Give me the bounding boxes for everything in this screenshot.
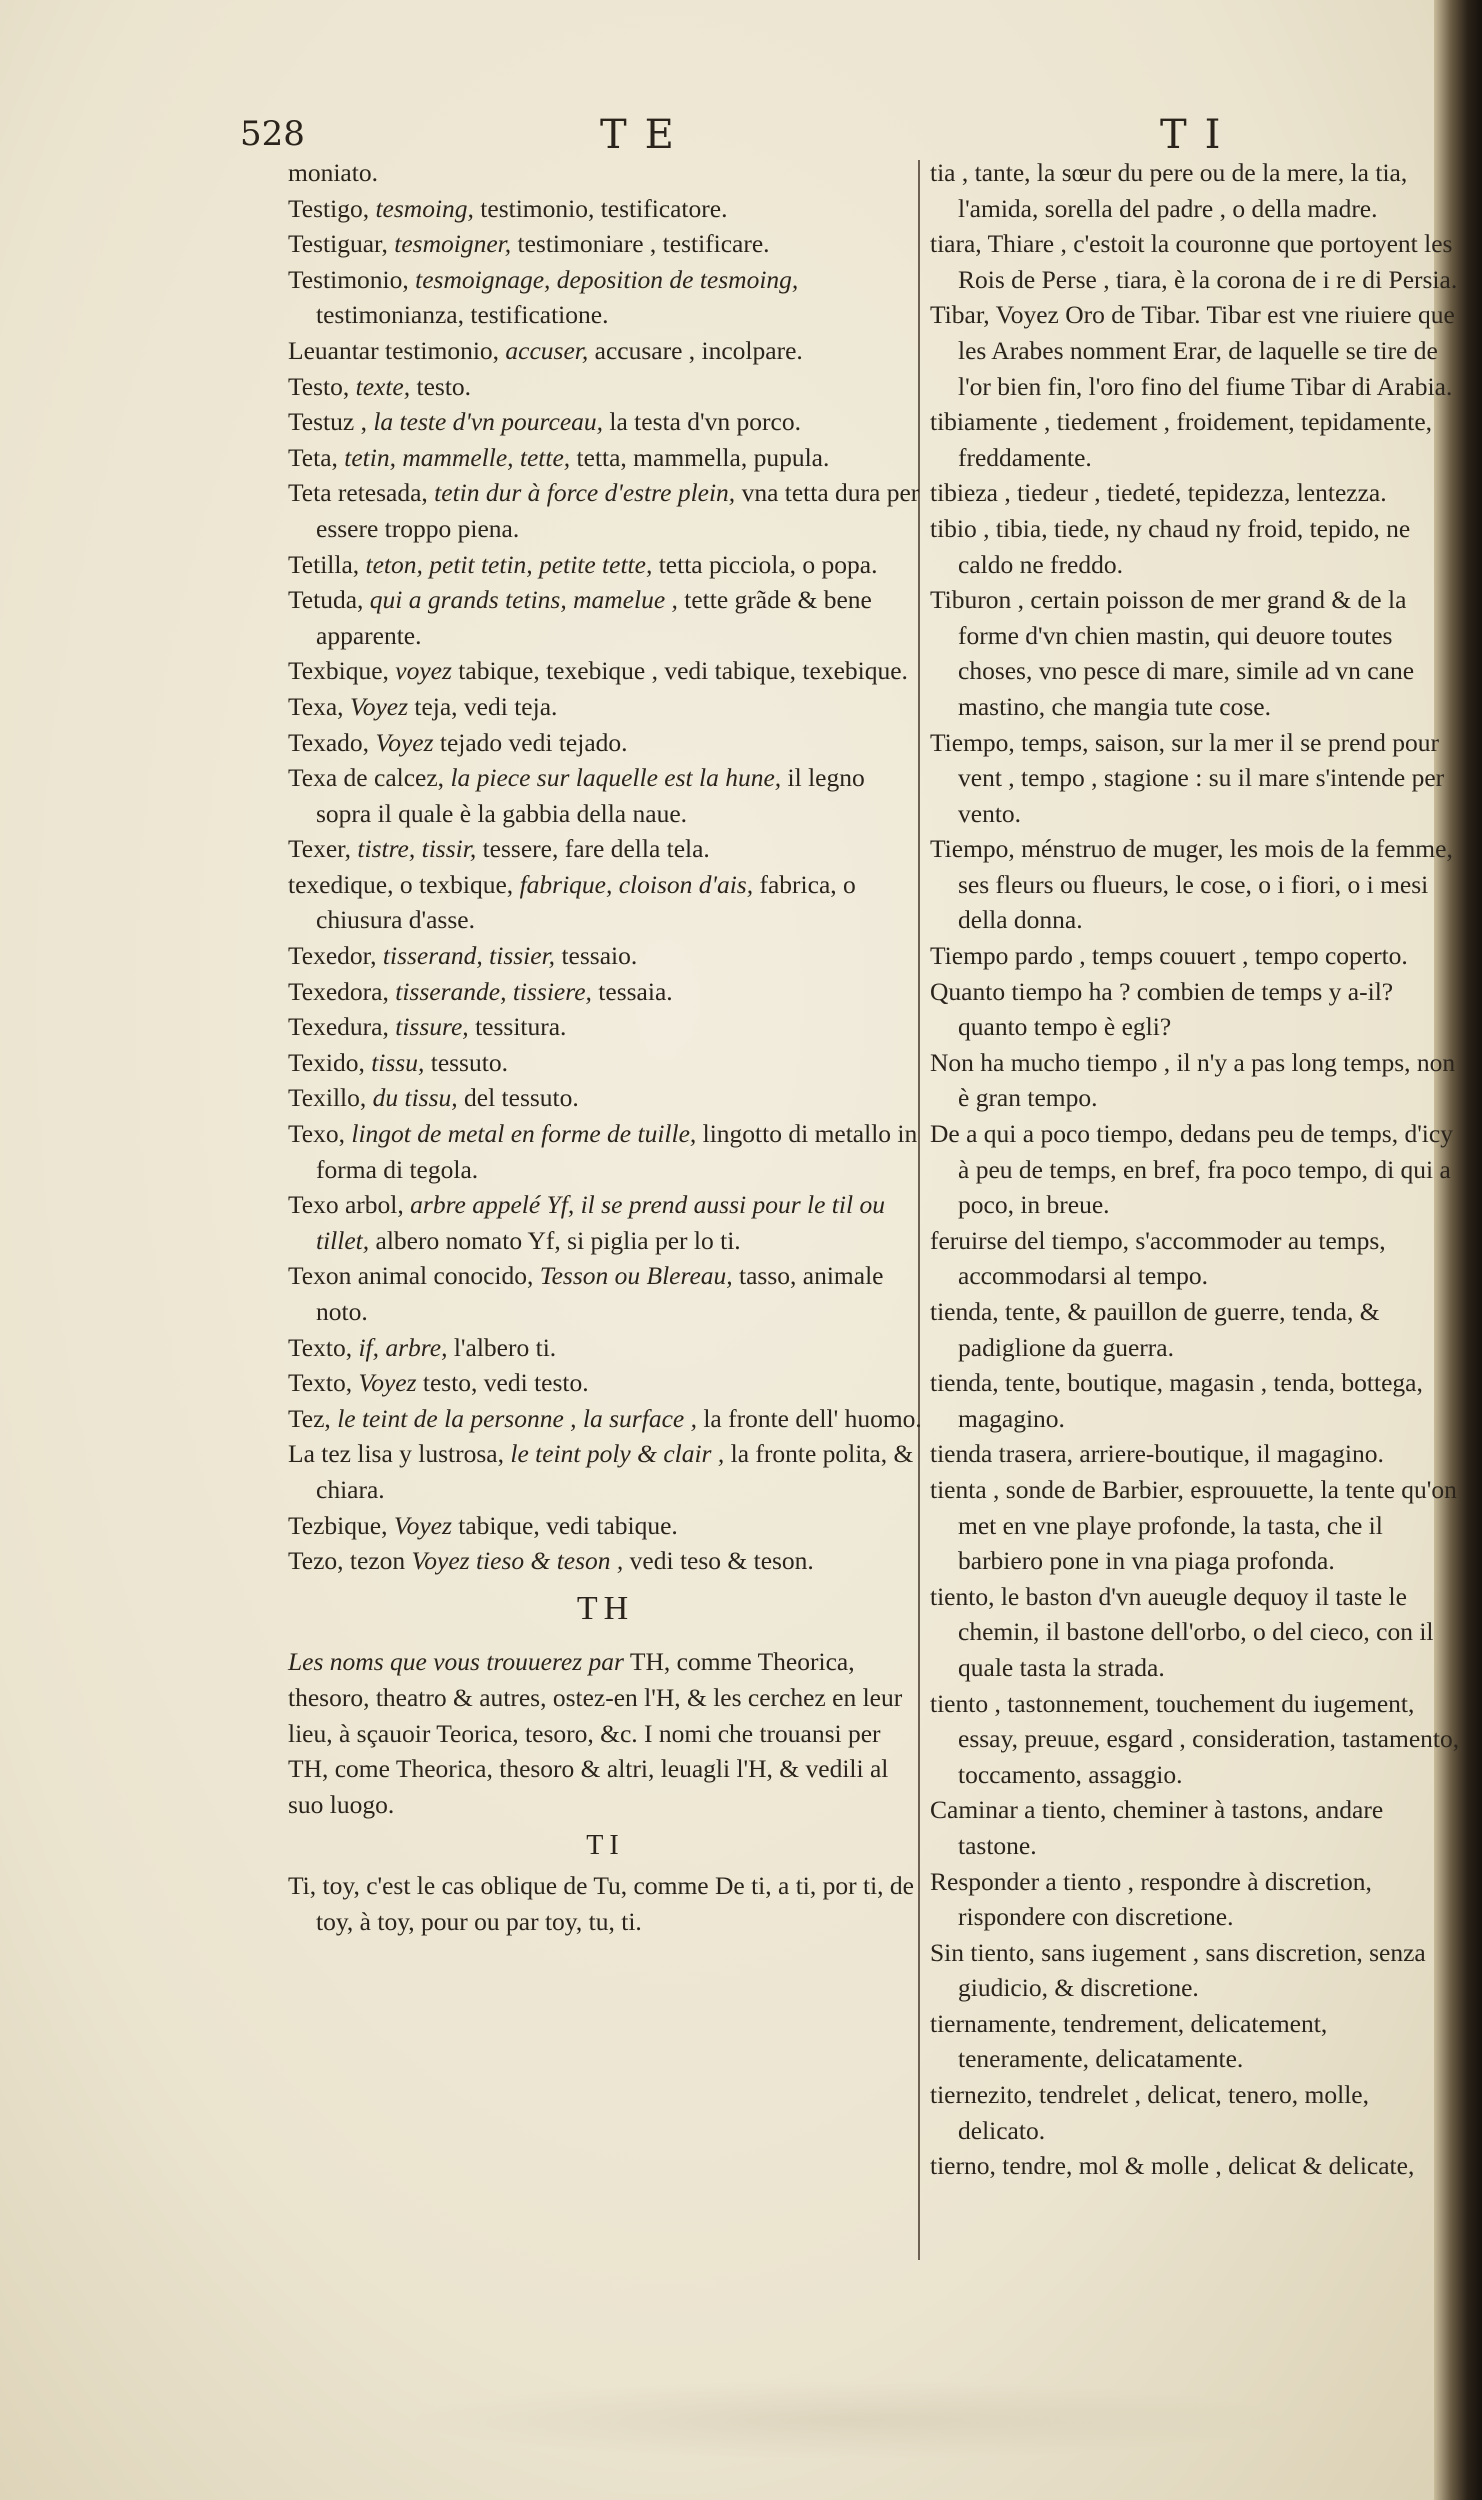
french-gloss: lingot de metal en forme de tuille, xyxy=(351,1119,697,1149)
dictionary-entry xyxy=(288,1187,923,1258)
dictionary-entry xyxy=(288,938,923,974)
headword: Texon animal conocido, xyxy=(288,1261,534,1291)
left-running-head: TE xyxy=(600,112,692,158)
italian-gloss: tessaio. xyxy=(561,941,638,971)
italian-gloss: vna tetta dura per essere troppo piena. xyxy=(316,478,920,543)
headword: Leuantar testimonio, xyxy=(288,335,500,365)
dictionary-entry: tienda trasera, arriere-boutique, il magagino. xyxy=(930,1439,1384,1469)
dictionary-entry: tierno, tendre, mol & molle , delicat & delicate, xyxy=(930,2151,1415,2181)
dictionary-entry xyxy=(288,1330,923,1366)
dictionary-entry xyxy=(288,689,923,725)
french-gloss: tetin, mammelle, tette, xyxy=(344,442,571,472)
french-gloss: if, arbre, xyxy=(358,1332,448,1362)
italian-gloss: tasso, animale noto. xyxy=(316,1261,884,1326)
dictionary-entry: tia , tante, la sœur du pere ou de la mere, la tia, l'amida, sorella del padre , o della madre. xyxy=(930,158,1408,223)
french-gloss: le teint de la personne , la surface , xyxy=(337,1403,697,1433)
dictionary-entry xyxy=(288,582,923,653)
french-gloss: tissure, xyxy=(395,1012,469,1042)
french-gloss: tesmoing, xyxy=(375,193,474,223)
headword: Testigo, xyxy=(288,193,370,223)
italian-gloss: testo. xyxy=(416,371,472,401)
dictionary-entry xyxy=(288,333,923,369)
french-gloss: voyez xyxy=(395,656,452,686)
italian-gloss: vedi teso & teson. xyxy=(629,1546,814,1576)
dictionary-entry xyxy=(288,725,923,761)
italian-gloss: tabique, vedi tabique. xyxy=(458,1510,678,1540)
headword: Texedor, xyxy=(288,941,377,971)
french-gloss: tisserand, tissier, xyxy=(382,941,556,971)
headword: Texido, xyxy=(288,1047,365,1077)
headword: Tez, xyxy=(288,1403,331,1433)
dictionary-entry: tienta , sonde de Barbier, esprouuette, la tente qu'on met en vne playe profonde, la tasta, che il barbiero pone in vna piaga profonda. xyxy=(930,1474,1457,1576)
dictionary-entry xyxy=(288,867,923,938)
italian-gloss: tessitura. xyxy=(475,1012,567,1042)
french-gloss: Tesson ou Blereau, xyxy=(539,1261,733,1291)
dictionary-entry: tibio , tibia, tiede, ny chaud ny froid, tepido, ne caldo ne freddo. xyxy=(930,513,1411,579)
italian-gloss: testo, vedi testo. xyxy=(422,1368,589,1398)
french-gloss: fabrique, cloison d'ais, xyxy=(519,869,754,899)
headword: Testo, xyxy=(288,371,350,401)
italian-gloss: la testa d'vn porco. xyxy=(609,407,801,437)
dictionary-entry: tiernezito, tendrelet , delicat, tenero, molle, delicato. xyxy=(930,2080,1369,2145)
headword: Texedura, xyxy=(288,1012,389,1042)
dictionary-entry: tiernamente, tendrement, delicatement, teneramente, delicatamente. xyxy=(930,2008,1328,2074)
italian-gloss: fabrica, o chiusura d'asse. xyxy=(316,869,856,935)
dictionary-entry: tiento , tastonnement, touchement du iugement, essay, preuue, esgard , consideration, tastamento, toccamento, assaggio. xyxy=(930,1688,1460,1789)
headword: Texedora, xyxy=(288,976,389,1006)
headword: Texillo, xyxy=(288,1083,367,1113)
italian-gloss: tette grãde & bene apparente. xyxy=(316,585,872,650)
dictionary-entry xyxy=(288,440,923,476)
ti-entry: Ti, toy, c'est le cas oblique de Tu, comme De ti, a ti, por ti, de toy, à toy, pour ou par toy, tu, ti. xyxy=(288,1870,914,1936)
dictionary-entry: feruirse del tiempo, s'accommoder au temps, accommodarsi al tempo. xyxy=(930,1225,1386,1291)
french-gloss: Voyez xyxy=(349,691,408,721)
page-stain xyxy=(400,2380,1300,2460)
headword: Texbique, xyxy=(288,656,389,686)
italian-gloss: accusare , incolpare. xyxy=(594,335,803,365)
dictionary-entry: tibieza , tiedeur , tiedeté, tepidezza, lentezza. xyxy=(930,478,1387,508)
dictionary-entry xyxy=(288,226,923,262)
headword: Tetilla, xyxy=(288,549,360,579)
headword: Tetuda, xyxy=(288,585,364,615)
dictionary-entry xyxy=(288,1365,923,1401)
headword: Testimonio, xyxy=(288,264,409,294)
dictionary-entry xyxy=(288,547,923,583)
headword: La tez lisa y lustrosa, xyxy=(288,1439,504,1469)
italian-gloss: il legno sopra il quale è la gabbia della naue. xyxy=(316,763,865,828)
right-column xyxy=(930,155,1460,2305)
headword: Testiguar, xyxy=(288,229,388,259)
headword: Teta, xyxy=(288,442,338,472)
italian-gloss: moniato. xyxy=(288,158,378,187)
dictionary-entry xyxy=(288,760,923,831)
dictionary-entry xyxy=(288,1045,923,1081)
dictionary-entry xyxy=(288,369,923,405)
dictionary-entry: Quanto tiempo ha ? combien de temps y a-il? quanto tempo è egli? xyxy=(930,976,1394,1042)
dictionary-entry xyxy=(288,155,923,191)
dictionary-entry xyxy=(288,974,923,1010)
french-gloss: tetin dur à force d'estre plein, xyxy=(434,478,736,508)
french-gloss: Voyez tieso & teson , xyxy=(411,1546,624,1576)
dictionary-entry: Tiburon , certain poisson de mer grand & de la forme d'vn chien mastin, qui deuore toutes choses, vno pesce di mare, simile ad vn cane mastino, che mangia tute cose. xyxy=(930,585,1415,721)
italian-gloss: tetta picciola, o popa. xyxy=(658,549,878,579)
dictionary-entry xyxy=(288,1401,923,1437)
italian-gloss: testimoniare , testificare. xyxy=(517,229,770,259)
italian-gloss: tabique, texebique , vedi tabique, texebique. xyxy=(458,656,908,686)
french-gloss: Voyez xyxy=(393,1510,452,1540)
right-running-head: TI xyxy=(1160,112,1239,158)
dictionary-entry xyxy=(288,1009,923,1045)
italian-gloss: del tessuto. xyxy=(464,1083,579,1113)
italian-gloss: tetta, mammella, pupula. xyxy=(576,442,830,472)
dictionary-entry: Sin tiento, sans iugement , sans discretion, senza giudicio, & discretione. xyxy=(930,1937,1426,2003)
dictionary-entry xyxy=(288,1116,923,1187)
headword: Texa de calcez, xyxy=(288,763,445,793)
dictionary-entry: Non ha mucho tiempo , il n'y a pas long temps, non è gran tempo. xyxy=(930,1047,1456,1113)
french-gloss: le teint poly & clair , xyxy=(510,1439,725,1469)
italian-gloss: tessaia. xyxy=(598,976,673,1006)
french-gloss: tesmoigner, xyxy=(394,229,512,259)
dictionary-entry: Responder a tiento , respondre à discretion, rispondere con discretione. xyxy=(930,1866,1372,1932)
french-gloss: Voyez xyxy=(358,1368,417,1398)
page-number: 528 xyxy=(240,114,305,154)
dictionary-entry: Tibar, Voyez Oro de Tibar. Tibar est vne riuiere que les Arabes nomment Erar, de laquelle se tire de l'or bien fin, l'oro fino del fiume Tibar di Arabia. xyxy=(930,300,1455,401)
dictionary-entry: De a qui a poco tiempo, dedans peu de temps, d'icy à peu de temps, en bref, fra poco tempo, di qui a poco, in breue. xyxy=(930,1119,1453,1220)
headword: Texer, xyxy=(288,834,352,864)
headword: Texado, xyxy=(288,727,370,757)
italian-gloss: albero nomato Yf, si piglia per lo ti. xyxy=(375,1225,741,1255)
th-note xyxy=(288,1644,923,1822)
dictionary-entry xyxy=(288,1080,923,1116)
dictionary-entry: tibiamente , tiedement , froidement, tepidamente, freddamente. xyxy=(930,407,1433,472)
french-gloss: la piece sur laquelle est la hune, xyxy=(450,763,782,793)
dictionary-entry: Tiempo pardo , temps couuert , tempo coperto. xyxy=(930,941,1408,971)
italian-gloss: tessere, fare della tela. xyxy=(482,834,710,864)
italian-gloss: la fronte polita, & chiara. xyxy=(316,1439,914,1504)
french-gloss: tistre, tissir, xyxy=(357,834,477,864)
dictionary-entry xyxy=(288,1543,923,1579)
dictionary-entry xyxy=(288,1436,923,1507)
section-title-ti: TI xyxy=(586,1830,625,1862)
headword: Texo, xyxy=(288,1119,345,1149)
headword: Teta retesada, xyxy=(288,478,428,508)
left-column xyxy=(288,155,923,1939)
french-gloss: la teste d'vn pourceau, xyxy=(373,407,604,437)
french-gloss: tisserande, tissiere, xyxy=(395,976,592,1006)
dictionary-entry xyxy=(288,262,923,333)
french-gloss: tissu, xyxy=(371,1047,425,1077)
dictionary-entry xyxy=(288,831,923,867)
french-gloss: arbre appelé Yf, il se prend aussi pour le til ou tillet, xyxy=(316,1190,885,1255)
headword: Tezo, tezon xyxy=(288,1546,406,1576)
italian-gloss: teja, vedi teja. xyxy=(414,691,558,721)
th-note-body: TH, comme Theorica, thesoro, theatro & autres, ostez-en l'H, & les cerchez en leur lieu, à sçauoir Teorica, tesoro, &c. I nomi che trouansi per TH, come Theorica, thesoro & altri, leuagli l'H, & vedili al suo luogo. xyxy=(288,1647,903,1819)
french-gloss: teton, petit tetin, petite tette, xyxy=(365,549,653,579)
th-note-french: Les noms que vous trouuerez par xyxy=(288,1647,624,1677)
french-gloss: Voyez xyxy=(375,727,434,757)
headword: Texto, xyxy=(288,1368,353,1398)
headword: texedique, o texbique, xyxy=(288,869,514,899)
french-gloss: tesmoignage, deposition de tesmoing, xyxy=(415,264,799,294)
dictionary-entry: Tiempo, ménstruo de muger, les mois de la femme, ses fleurs ou flueurs, le cose, o i fiori, o i mesi della donna. xyxy=(930,834,1453,935)
italian-gloss: testimonio, testificatore. xyxy=(480,193,728,223)
dictionary-entry: tiento, le baston d'vn aueugle dequoy il taste le chemin, il bastone dell'orbo, o del cieco, con il quale tasta la strada. xyxy=(930,1581,1434,1682)
italian-gloss: tejado vedi tejado. xyxy=(439,727,628,757)
dictionary-entry: tienda, tente, & pauillon de guerre, tenda, & padiglione da guerra. xyxy=(930,1297,1380,1362)
dictionary-entry xyxy=(288,1508,923,1544)
italian-gloss: la fronte dell' huomo. xyxy=(703,1403,922,1433)
headword: Tezbique, xyxy=(288,1510,388,1540)
dictionary-entry xyxy=(288,653,923,689)
french-gloss: du tissu, xyxy=(372,1083,458,1113)
dictionary-entry: tienda, tente, boutique, magasin , tenda, bottega, magagino. xyxy=(930,1368,1423,1433)
italian-gloss: testimonianza, testificatione. xyxy=(316,300,609,330)
headword: Testuz , xyxy=(288,407,367,437)
headword: Texo arbol, xyxy=(288,1190,404,1220)
italian-gloss: lingotto di metallo in forma di tegola. xyxy=(316,1119,918,1184)
section-title-th: TH xyxy=(576,1589,635,1627)
italian-gloss: tessuto. xyxy=(430,1047,508,1077)
headword: Texto, xyxy=(288,1332,353,1362)
dictionary-entry: Caminar a tiento, cheminer à tastons, andare tastone. xyxy=(930,1795,1384,1860)
french-gloss: accuser, xyxy=(505,335,589,365)
dictionary-entry: tiara, Thiare , c'estoit la couronne que portoyent les Rois de Perse , tiara, è la corona de i re di Persia. xyxy=(930,229,1458,294)
dictionary-entry xyxy=(288,475,923,546)
headword: Texa, xyxy=(288,691,344,721)
french-gloss: texte, xyxy=(355,371,411,401)
french-gloss: qui a grands tetins, mamelue , xyxy=(369,585,678,615)
dictionary-entry xyxy=(288,1258,923,1329)
dictionary-entry xyxy=(288,191,923,227)
dictionary-entry xyxy=(288,404,923,440)
italian-gloss: l'albero ti. xyxy=(453,1332,557,1362)
dictionary-entry: Tiempo, temps, saison, sur la mer il se prend pour vent , tempo , stagione : su il mare s'intende per vento. xyxy=(930,727,1445,828)
